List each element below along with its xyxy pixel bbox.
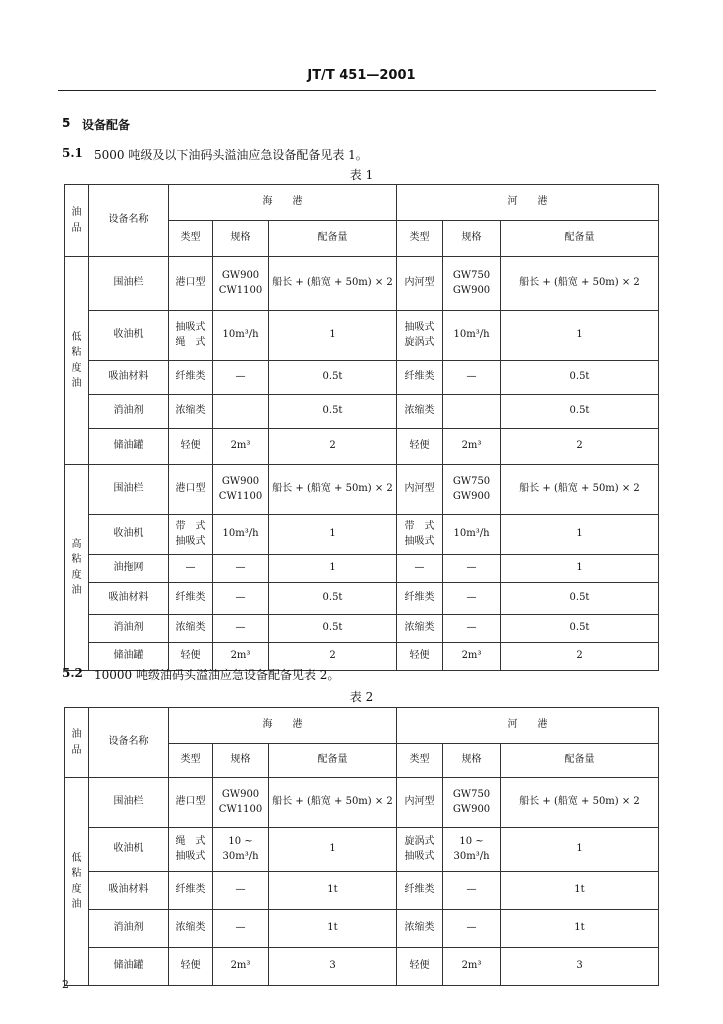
seaport-amount-cell: 2 [269, 429, 397, 465]
table-row [65, 778, 659, 828]
table-row [65, 872, 659, 910]
table-row [65, 615, 659, 643]
header-seaport: 海 港 [169, 185, 397, 221]
river-amount-cell: 0.5t [501, 615, 659, 643]
header-amount: 配备量 [269, 744, 397, 778]
header-oil-type: 油 品 [65, 185, 89, 257]
equipment-name-cell: 吸油材料 [89, 583, 169, 615]
header-amount: 配备量 [501, 221, 659, 257]
seaport-amount-cell: 2 [269, 643, 397, 671]
equipment-name-cell: 储油罐 [89, 948, 169, 986]
seaport-amount-cell: 船长 + (船宽 + 50m) × 2 [269, 778, 397, 828]
river-type-cell: 内河型 [397, 257, 443, 311]
river-spec-cell: — [443, 555, 501, 583]
seaport-spec-cell: — [213, 910, 269, 948]
header-oil-type: 油 品 [65, 708, 89, 778]
river-spec-cell: 10m³/h [443, 515, 501, 555]
header-amount: 配备量 [501, 744, 659, 778]
table2-caption: 表 2 [349, 690, 374, 704]
seaport-spec-cell: — [213, 361, 269, 395]
river-amount-cell: 船长 + (船宽 + 50m) × 2 [501, 257, 659, 311]
table-row [65, 257, 659, 311]
table-row [65, 583, 659, 615]
seaport-spec-cell: 10m³/h [213, 311, 269, 361]
seaport-spec-cell: — [213, 872, 269, 910]
river-spec-cell: 2m³ [443, 948, 501, 986]
table-row [65, 910, 659, 948]
clause-5-1-text: 5000 吨级及以下油码头溢油应急设备配备见表 1。 [94, 148, 368, 162]
seaport-type-cell: 轻便 [169, 948, 213, 986]
seaport-amount-cell: 3 [269, 948, 397, 986]
seaport-type-cell: 轻便 [169, 429, 213, 465]
table-row [65, 311, 659, 361]
seaport-type-cell: 纤维类 [169, 872, 213, 910]
seaport-spec-cell: GW900 CW1100 [213, 465, 269, 515]
seaport-type-cell: 港口型 [169, 778, 213, 828]
header-type: 类型 [169, 744, 213, 778]
header-type: 类型 [397, 221, 443, 257]
equipment-name-cell: 油拖网 [89, 555, 169, 583]
river-spec-cell: — [443, 910, 501, 948]
river-type-cell: 内河型 [397, 778, 443, 828]
river-type-cell: 轻便 [397, 948, 443, 986]
seaport-amount-cell: 1 [269, 555, 397, 583]
river-type-cell: 轻便 [397, 429, 443, 465]
river-spec-cell: — [443, 872, 501, 910]
river-amount-cell: 1 [501, 555, 659, 583]
table-row [65, 361, 659, 395]
seaport-spec-cell: 2m³ [213, 948, 269, 986]
river-spec-cell [443, 395, 501, 429]
river-spec-cell: 10 ~ 30m³/h [443, 828, 501, 872]
river-type-cell: 抽吸式 旋涡式 [397, 311, 443, 361]
table-1 [64, 184, 659, 671]
header-spec: 规格 [213, 221, 269, 257]
oil-group-label: 低 粘 度 油 [65, 778, 89, 986]
clause-5-2-number: 5.2 [62, 666, 83, 680]
river-spec-cell: — [443, 361, 501, 395]
river-type-cell: 纤维类 [397, 872, 443, 910]
header-spec: 规格 [213, 744, 269, 778]
header-river-port: 河 港 [397, 708, 659, 744]
equipment-name-cell: 围油栏 [89, 465, 169, 515]
seaport-spec-cell: — [213, 615, 269, 643]
oil-group-label: 低 粘 度 油 [65, 257, 89, 465]
seaport-spec-cell: 10m³/h [213, 515, 269, 555]
table-row [65, 395, 659, 429]
seaport-amount-cell: 1 [269, 828, 397, 872]
seaport-amount-cell: 0.5t [269, 615, 397, 643]
river-type-cell: 纤维类 [397, 361, 443, 395]
equipment-name-cell: 消油剂 [89, 615, 169, 643]
section-title: 设备配备 [82, 118, 131, 132]
river-spec-cell: GW750 GW900 [443, 778, 501, 828]
table-row [65, 465, 659, 515]
equipment-name-cell: 收油机 [89, 828, 169, 872]
clause-5-1-number: 5.1 [62, 146, 83, 160]
seaport-spec-cell: — [213, 583, 269, 615]
table-2 [64, 707, 659, 986]
header-rule [58, 90, 656, 91]
seaport-amount-cell: 0.5t [269, 361, 397, 395]
equipment-name-cell: 收油机 [89, 515, 169, 555]
river-amount-cell: 1 [501, 828, 659, 872]
river-type-cell: 浓缩类 [397, 615, 443, 643]
table1-caption: 表 1 [349, 168, 374, 182]
header-seaport: 海 港 [169, 708, 397, 744]
seaport-type-cell: 带 式 抽吸式 [169, 515, 213, 555]
seaport-amount-cell: 0.5t [269, 583, 397, 615]
seaport-type-cell: 港口型 [169, 465, 213, 515]
seaport-amount-cell: 船长 + (船宽 + 50m) × 2 [269, 465, 397, 515]
river-spec-cell: 10m³/h [443, 311, 501, 361]
seaport-type-cell: 浓缩类 [169, 910, 213, 948]
header-equipment-name: 设备名称 [89, 185, 169, 257]
equipment-name-cell: 围油栏 [89, 257, 169, 311]
seaport-spec-cell: GW900 CW1100 [213, 257, 269, 311]
seaport-amount-cell: 1 [269, 515, 397, 555]
seaport-amount-cell: 1t [269, 872, 397, 910]
seaport-amount-cell: 1t [269, 910, 397, 948]
seaport-type-cell: 纤维类 [169, 583, 213, 615]
equipment-name-cell: 储油罐 [89, 429, 169, 465]
river-type-cell: 浓缩类 [397, 910, 443, 948]
section-number: 5 [62, 116, 71, 130]
river-type-cell: 浓缩类 [397, 395, 443, 429]
river-type-cell: 旋涡式 抽吸式 [397, 828, 443, 872]
equipment-name-cell: 收油机 [89, 311, 169, 361]
clause-5-2-text: 10000 吨级油码头溢油应急设备配备见表 2。 [94, 668, 340, 682]
river-type-cell: 轻便 [397, 643, 443, 671]
river-amount-cell: 1 [501, 515, 659, 555]
river-spec-cell: GW750 GW900 [443, 257, 501, 311]
header-spec: 规格 [443, 221, 501, 257]
river-amount-cell: 2 [501, 643, 659, 671]
seaport-spec-cell: GW900 CW1100 [213, 778, 269, 828]
equipment-name-cell: 吸油材料 [89, 872, 169, 910]
river-type-cell: 纤维类 [397, 583, 443, 615]
header-type: 类型 [397, 744, 443, 778]
equipment-name-cell: 吸油材料 [89, 361, 169, 395]
river-amount-cell: 3 [501, 948, 659, 986]
header-equipment-name: 设备名称 [89, 708, 169, 778]
table-row [65, 515, 659, 555]
equipment-name-cell: 储油罐 [89, 643, 169, 671]
river-amount-cell: 0.5t [501, 361, 659, 395]
equipment-name-cell: 围油栏 [89, 778, 169, 828]
river-amount-cell: 1t [501, 910, 659, 948]
header-type: 类型 [169, 221, 213, 257]
seaport-spec-cell: 10 ~ 30m³/h [213, 828, 269, 872]
river-spec-cell: — [443, 583, 501, 615]
river-amount-cell: 1t [501, 872, 659, 910]
seaport-type-cell: 浓缩类 [169, 615, 213, 643]
seaport-spec-cell: 2m³ [213, 643, 269, 671]
seaport-amount-cell: 0.5t [269, 395, 397, 429]
river-type-cell: — [397, 555, 443, 583]
seaport-spec-cell: 2m³ [213, 429, 269, 465]
table-row [65, 555, 659, 583]
river-amount-cell: 0.5t [501, 395, 659, 429]
seaport-type-cell: — [169, 555, 213, 583]
river-amount-cell: 2 [501, 429, 659, 465]
header-river-port: 河 港 [397, 185, 659, 221]
river-amount-cell: 船长 + (船宽 + 50m) × 2 [501, 465, 659, 515]
seaport-amount-cell: 船长 + (船宽 + 50m) × 2 [269, 257, 397, 311]
seaport-type-cell: 绳 式 抽吸式 [169, 828, 213, 872]
equipment-name-cell: 消油剂 [89, 910, 169, 948]
seaport-type-cell: 浓缩类 [169, 395, 213, 429]
seaport-amount-cell: 1 [269, 311, 397, 361]
header-spec: 规格 [443, 744, 501, 778]
seaport-spec-cell: — [213, 555, 269, 583]
river-amount-cell: 1 [501, 311, 659, 361]
river-spec-cell: 2m³ [443, 429, 501, 465]
river-spec-cell: GW750 GW900 [443, 465, 501, 515]
table-row [65, 429, 659, 465]
table-row [65, 948, 659, 986]
header-amount: 配备量 [269, 221, 397, 257]
seaport-spec-cell [213, 395, 269, 429]
river-type-cell: 内河型 [397, 465, 443, 515]
river-spec-cell: 2m³ [443, 643, 501, 671]
seaport-type-cell: 抽吸式 绳 式 [169, 311, 213, 361]
seaport-type-cell: 轻便 [169, 643, 213, 671]
seaport-type-cell: 纤维类 [169, 361, 213, 395]
river-amount-cell: 船长 + (船宽 + 50m) × 2 [501, 778, 659, 828]
oil-group-label: 高 粘 度 油 [65, 465, 89, 671]
seaport-type-cell: 港口型 [169, 257, 213, 311]
equipment-name-cell: 消油剂 [89, 395, 169, 429]
river-amount-cell: 0.5t [501, 583, 659, 615]
river-spec-cell: — [443, 615, 501, 643]
river-type-cell: 带 式 抽吸式 [397, 515, 443, 555]
standard-code-header: JT/T 451—2001 [307, 68, 416, 83]
page-number: 2 [62, 978, 69, 991]
table-row [65, 828, 659, 872]
